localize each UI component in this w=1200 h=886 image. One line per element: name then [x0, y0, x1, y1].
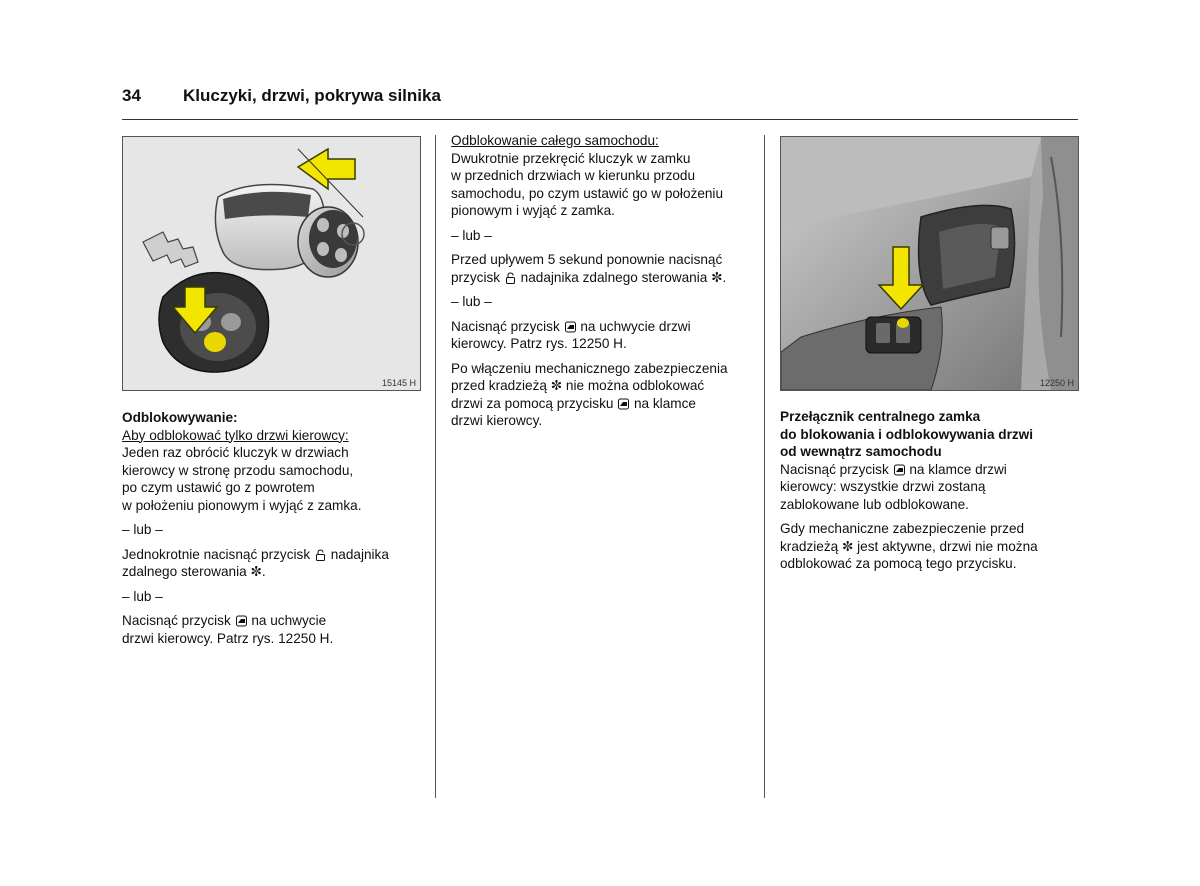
section-heading-central-lock [780, 408, 1080, 461]
text-fragment: Po włączeniu mechanicznego zabezpieczenia [451, 360, 728, 376]
remote-control-icon: ✼ [550, 378, 563, 393]
text-fragment: drzwi kierowcy. Patrz rys. 12250 H. [122, 630, 334, 646]
column-1-text [122, 409, 422, 654]
text-fragment: na uchwycie drzwi [580, 318, 691, 334]
header-divider [122, 119, 1078, 120]
column-2-text [451, 132, 761, 437]
text-fragment: kradzieżą [780, 538, 839, 554]
page-number: 34 [122, 86, 141, 105]
subheading-whole-car: Odblokowanie całego samochodu: [451, 133, 659, 148]
door-lock-switch-icon [894, 464, 905, 476]
text-fragment: . [722, 269, 727, 285]
column-divider-1 [435, 135, 436, 798]
text-fragment: na uchwycie [251, 613, 327, 628]
door-lock-switch-icon [565, 321, 576, 333]
heading-line: do blokowania i odblokowywania drzwi [780, 426, 1034, 442]
text-line: samochodu, po czym ustawić go w położeniu [451, 185, 724, 201]
paragraph-remote-twice [451, 251, 761, 286]
column-divider-2 [764, 135, 765, 798]
key-fob-illustration [122, 136, 421, 391]
text-fragment: na klamce drzwi [909, 461, 1007, 477]
text-fragment: drzwi kierowcy. [451, 413, 543, 428]
paragraph-key-turn [122, 444, 422, 514]
unlock-icon [315, 549, 326, 561]
page-title: Kluczyki, drzwi, pokrywa silnika [183, 86, 441, 105]
key-fob-drawing [123, 137, 420, 390]
text-fragment: nadajnika zdalnego sterowania [520, 269, 708, 285]
text-fragment: Przed upływem 5 sekund ponownie nacisnąć [451, 252, 723, 267]
section-heading-unlocking: Odblokowywanie: [122, 410, 238, 425]
door-lock-switch-icon [236, 615, 247, 627]
remote-control-icon: ✼ [250, 564, 262, 579]
paragraph-key-double-turn [451, 150, 761, 220]
text-fragment: nie można odblokować [565, 378, 705, 393]
paragraph-door-button [451, 318, 761, 353]
text-fragment: nadajnika [330, 546, 389, 562]
or-separator: – lub – [451, 294, 492, 309]
text-line: w przednich drzwiach w kierunku przodu [451, 168, 696, 183]
text-fragment: kierowcy. Patrz rys. 12250 H. [451, 336, 627, 351]
text-line: kierowcy w stronę przodu samochodu, [122, 462, 354, 478]
text-fragment: jest aktywne, drzwi nie można [857, 538, 1038, 554]
text-line: w położeniu pionowym i wyjąć z zamka. [122, 497, 362, 513]
text-fragment: przed kradzieżą [451, 378, 547, 393]
or-separator: – lub – [122, 522, 163, 537]
text-line: Jeden raz obrócić kluczyk w drzwiach [122, 445, 349, 460]
door-switch-illustration [780, 136, 1079, 391]
text-fragment: Jednokrotnie nacisnąć przycisk [122, 546, 311, 562]
text-fragment: Nacisnąć przycisk [780, 461, 889, 477]
paragraph-anti-theft-active [780, 520, 1080, 573]
text-fragment: Nacisnąć przycisk [451, 318, 560, 334]
text-line: pionowym i wyjąć z zamka. [451, 203, 615, 218]
text-fragment: drzwi za pomocą przycisku [451, 395, 614, 411]
text-fragment: kierowcy: wszystkie drzwi zostaną [780, 479, 986, 494]
paragraph-central-lock-button [780, 461, 1080, 514]
paragraph-anti-theft [451, 360, 761, 430]
text-fragment: . [261, 564, 266, 579]
text-fragment: przycisk [451, 269, 501, 285]
heading-line: Przełącznik centralnego zamka [780, 409, 981, 424]
text-fragment: na klamce [633, 395, 696, 411]
paragraph-remote-once [122, 546, 422, 581]
figure-id-15145: 15145 H [381, 378, 416, 388]
text-fragment: Gdy mechaniczne zabezpieczenie przed [780, 521, 1025, 536]
remote-control-icon: ✼ [711, 269, 723, 285]
text-fragment: odblokować za pomocą tego przycisku. [780, 556, 1017, 571]
text-line: Dwukrotnie przekręcić kluczyk w zamku [451, 150, 691, 166]
paragraph-door-button [122, 612, 422, 647]
text-fragment: zablokowane lub odblokowane. [780, 496, 969, 512]
door-lock-switch-icon [618, 398, 629, 410]
text-fragment: Nacisnąć przycisk [122, 613, 231, 628]
remote-control-icon: ✼ [841, 538, 854, 554]
unlock-icon [505, 272, 516, 284]
heading-line: od wewnątrz samochodu [780, 444, 942, 459]
text-fragment: zdalnego sterowania [122, 564, 247, 579]
or-separator: – lub – [122, 588, 163, 604]
or-separator: – lub – [451, 227, 492, 243]
figure-id-12250: 12250 H [1039, 378, 1074, 388]
door-switch-drawing [781, 137, 1078, 390]
subheading-driver-door: Aby odblokować tylko drzwi kierowcy: [122, 427, 349, 443]
column-3-text [780, 408, 1080, 580]
text-line: po czym ustawić go z powrotem [122, 480, 315, 495]
